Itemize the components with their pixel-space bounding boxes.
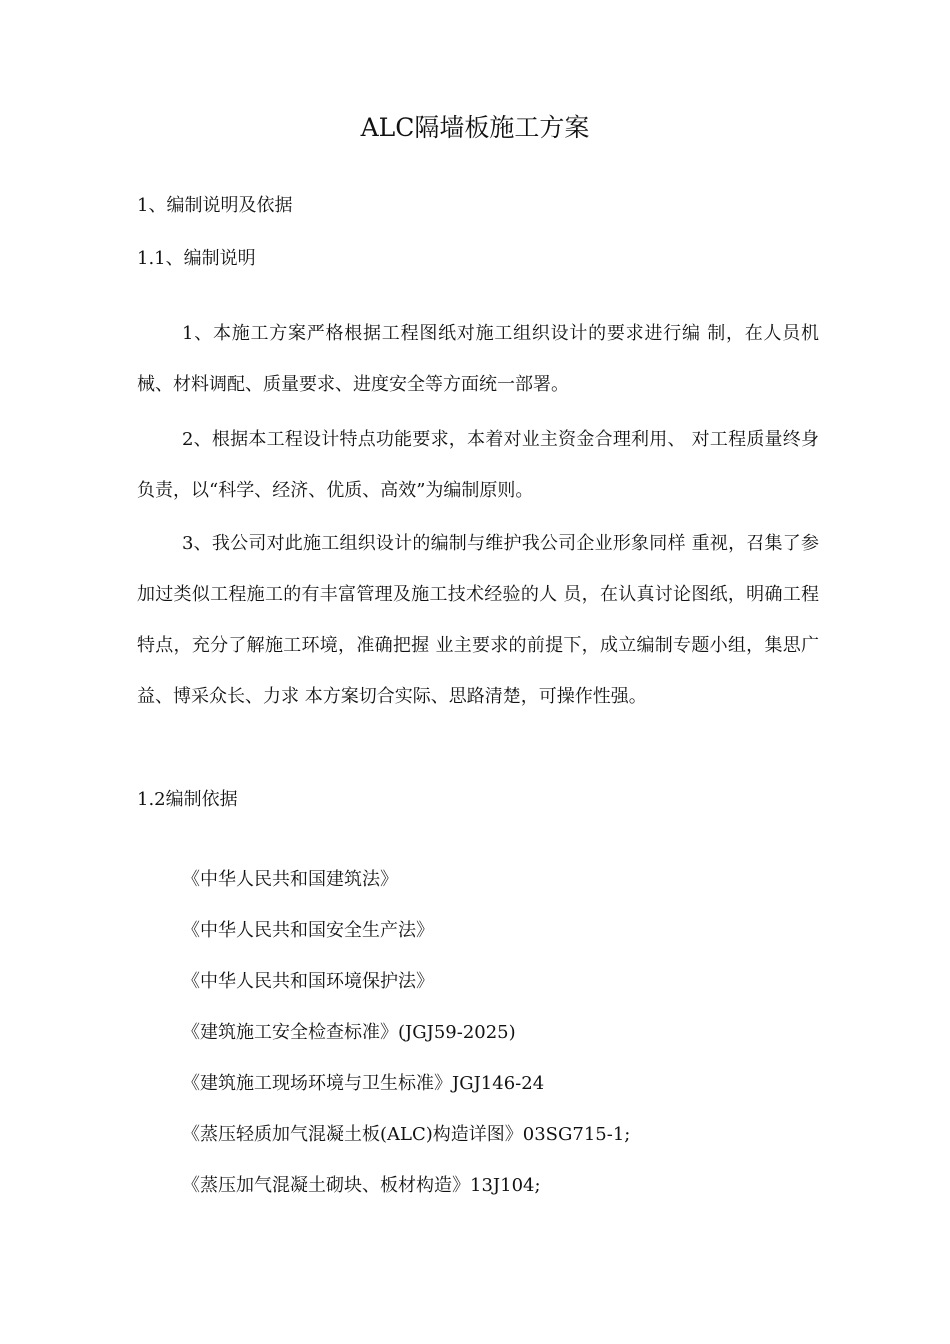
list-item: 《中华人民共和国安全生产法》 <box>182 920 434 941</box>
list-item: 《建筑施工安全检查标准》(JGJ59-2025) <box>182 1022 516 1043</box>
section-heading-1-2: 1.2编制依据 <box>137 789 238 810</box>
document-title: ALC隔墙板施工方案 <box>360 113 590 142</box>
list-item: 《中华人民共和国建筑法》 <box>182 869 398 890</box>
list-item: 《中华人民共和国环境保护法》 <box>182 971 434 992</box>
paragraph-2: 2、根据本工程设计特点功能要求，本着对业主资金合理利用、 对工程质量终身负责，以“科学、经济、优质、高效”为编制原则。 <box>137 429 819 501</box>
list-item: 《蒸压加气混凝土砌块、板材构造》13J104; <box>182 1175 541 1196</box>
paragraph-1: 1、本施工方案严格根据工程图纸对施工组织设计的要求进行编 制，在人员机械、材料调配、质量要求、进度安全等方面统一部署。 <box>137 323 819 395</box>
section-heading-1: 1、编制说明及依据 <box>137 195 293 216</box>
list-item: 《建筑施工现场环境与卫生标准》JGJ146-24 <box>182 1073 545 1094</box>
paragraph-3: 3、我公司对此施工组织设计的编制与维护我公司企业形象同样 重视，召集了参加过类似工程施工的有丰富管理及施工技术经验的人 员，在认真讨论图纸，明确工程特点，充分了解施工环境，准确把握 业主要求的前提下，成立编制专题小组，集思广益、博采众长、力求 本方案切合实际、思路清楚，可操作性强。 <box>137 533 819 707</box>
list-item: 《蒸压轻质加气混凝土板(ALC)构造详图》03SG715-1; <box>182 1124 631 1145</box>
section-heading-1-1: 1.1、编制说明 <box>137 248 256 269</box>
reference-list <box>182 854 630 1211</box>
